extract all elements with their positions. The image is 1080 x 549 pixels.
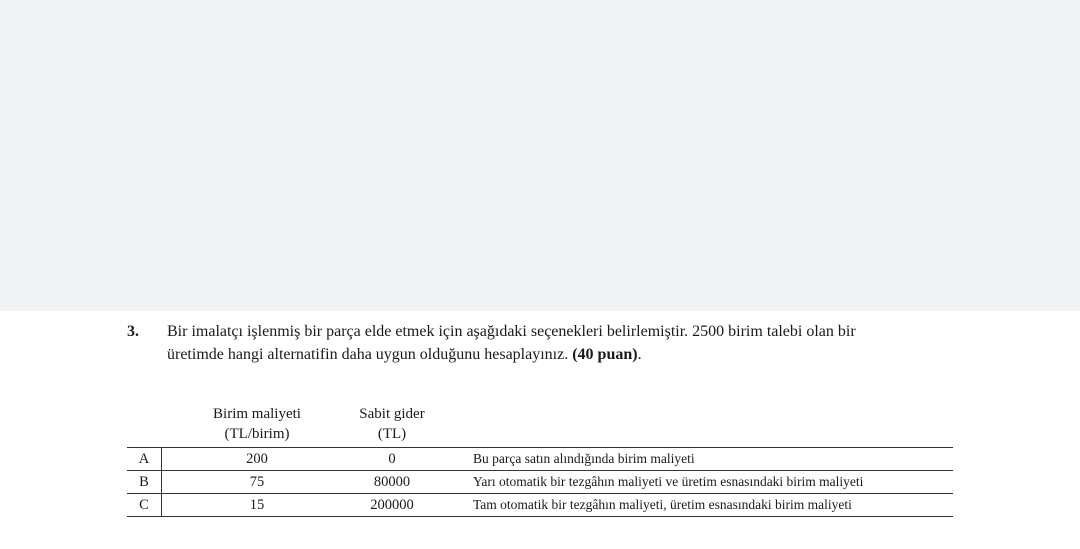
table-body xyxy=(127,447,953,517)
question-line-2 xyxy=(167,343,967,366)
row-code: B xyxy=(127,471,162,493)
question-number: 3. xyxy=(127,323,139,340)
header-fixed-cost-line2: (TL) xyxy=(377,426,407,442)
question-line-1: Bir imalatçı işlenmiş bir parça elde etmek için aşağıdaki seçenekleri belirlemiştir. 2500 birim talebi olan bir xyxy=(167,323,856,340)
row-unit-cost: 200 xyxy=(246,451,268,467)
header-fixed-cost xyxy=(327,404,457,444)
row-description: Tam otomatik bir tezgâhın maliyeti, üretim esnasındaki birim maliyeti xyxy=(473,497,852,512)
row-unit-cost: 75 xyxy=(249,474,265,490)
question-line-2-text: üretimde hangi alternatifin daha uygun olduğunu hesaplayınız. xyxy=(167,346,569,363)
table-row-c xyxy=(127,494,953,516)
question-text xyxy=(167,320,967,366)
question-points: (40 puan) xyxy=(572,346,638,363)
header-fixed-cost-line1: Sabit gider xyxy=(359,406,425,422)
question-line-2-end: . xyxy=(637,346,642,363)
row-fixed-cost: 80000 xyxy=(373,474,411,490)
header-unit-cost xyxy=(187,404,327,444)
header-unit-cost-line1: Birim maliyeti xyxy=(213,406,301,422)
header-unit-cost-line2: (TL/birim) xyxy=(224,426,290,442)
row-description: Yarı otomatik bir tezgâhın maliyeti ve üretim esnasındaki birim maliyeti xyxy=(473,474,864,489)
table-row-a xyxy=(127,448,953,471)
row-unit-cost: 15 xyxy=(249,497,265,513)
row-code: A xyxy=(127,448,162,470)
row-fixed-cost: 0 xyxy=(388,451,396,467)
table-row-b xyxy=(127,471,953,494)
row-fixed-cost: 200000 xyxy=(370,497,414,513)
row-code: C xyxy=(127,494,162,516)
row-description: Bu parça satın alındığında birim maliyeti xyxy=(473,451,695,466)
